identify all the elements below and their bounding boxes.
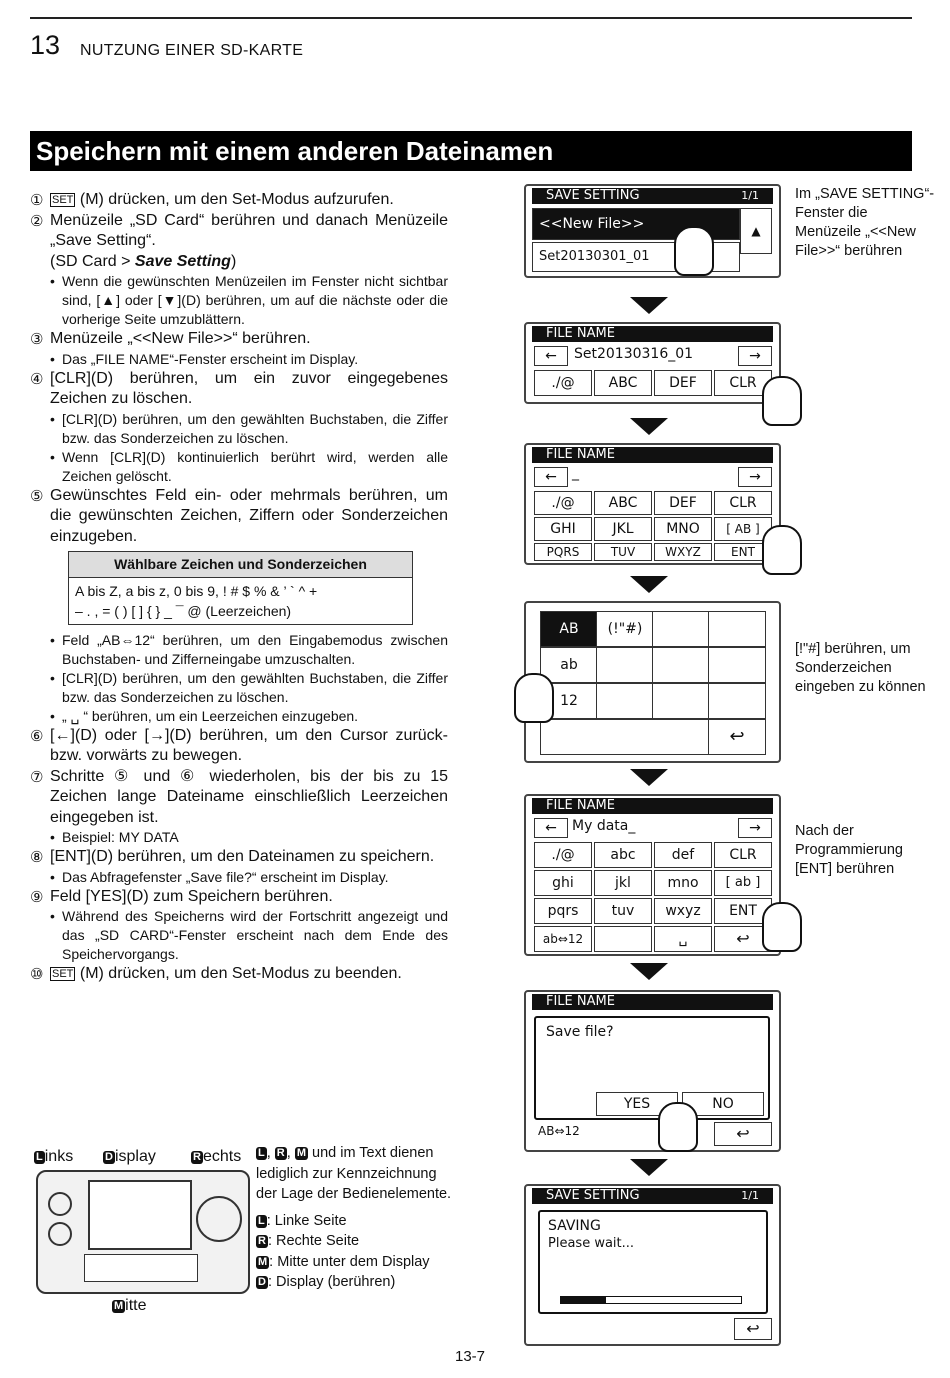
step-3: ③ Menüzeile „<<New File>>“ berühren. xyxy=(30,330,311,348)
step-8: ⑧ [ENT](D) berühren, um den Dateinamen zu speichern. xyxy=(30,848,435,866)
header-rule xyxy=(30,17,912,19)
key[interactable]: ghi xyxy=(534,870,592,896)
empty-cell xyxy=(540,719,710,755)
file-name-cursor: _ xyxy=(572,465,579,481)
back-button[interactable]: ↩ xyxy=(734,1318,772,1340)
character-table-header: Wählbare Zeichen und Sonderzeichen xyxy=(69,552,413,578)
caption-1: Im „SAVE SETTING“-Fenster die Menüzeile „<<New File>>“ berühren xyxy=(795,186,935,259)
note: • Das „FILE NAME“-Fenster erscheint im Display. xyxy=(30,350,448,369)
left-knob xyxy=(48,1192,72,1216)
screen-title-bar: FILE NAME xyxy=(532,798,773,814)
caption-2: [!"#] berühren, um Sonderzeichen eingeben zu können xyxy=(795,641,926,695)
caption-3: Nach der Programmierung [ENT] berühren xyxy=(795,823,903,877)
note: • Beispiel: MY DATA xyxy=(30,828,448,847)
mode-numbers[interactable]: 12 xyxy=(540,683,598,719)
empty-cell xyxy=(596,647,654,683)
key[interactable]: PQRS xyxy=(534,543,592,561)
legend-label-display: D isplay xyxy=(105,1148,156,1165)
cursor-right-button[interactable]: → xyxy=(738,818,772,838)
screen-title-bar: SAVE SETTING 1/1 xyxy=(532,188,773,204)
key[interactable]: ./@ xyxy=(534,842,592,868)
cursor-left-button[interactable]: ← xyxy=(534,346,568,366)
radio-front-panel-illustration xyxy=(36,1170,250,1294)
arrow-down-icon xyxy=(630,1159,668,1176)
key[interactable]: pqrs xyxy=(534,898,592,924)
key[interactable]: TUV xyxy=(594,543,652,561)
cursor-left-button[interactable]: ← xyxy=(534,467,568,487)
empty-cell xyxy=(708,683,766,719)
instruction-list xyxy=(30,190,448,985)
legend-item: D : Display (berühren) xyxy=(258,1274,396,1290)
mode-button[interactable]: [ ab ] xyxy=(714,870,772,896)
key[interactable]: abc xyxy=(594,842,652,868)
character-table-cell: A bis Z, a bis z, 0 bis 9, ! # $ % & ’ ` ^ + – . , = ( ) [ ] { } _ ¯ @ (Leerzeichen) xyxy=(69,577,413,624)
note: • Wenn [CLR](D) kontinuierlich berührt wird, werden alle Zeichen gelöscht. xyxy=(30,448,448,486)
file-name-field[interactable]: My data_ xyxy=(572,818,636,834)
mode-lowercase[interactable]: ab xyxy=(540,647,598,683)
pointing-hand-icon xyxy=(674,226,714,276)
page-number: 13-7 xyxy=(455,1348,486,1365)
key[interactable]: ./@ xyxy=(534,491,592,515)
please-wait-label: Please wait... xyxy=(548,1236,635,1251)
pointing-hand-icon xyxy=(762,376,802,426)
pointing-hand-icon xyxy=(762,525,802,575)
set-key: SET xyxy=(52,194,74,206)
progress-track xyxy=(560,1296,742,1304)
legend-item: M : Mitte unter dem Display xyxy=(258,1253,430,1270)
button-row xyxy=(84,1254,198,1282)
space-button[interactable]: ␣ xyxy=(654,926,712,952)
arrow-down-icon xyxy=(630,576,668,593)
screen-title-bar: FILE NAME xyxy=(532,326,773,342)
character-table xyxy=(68,551,413,625)
pointing-hand-icon xyxy=(762,902,802,952)
screen-title-bar: SAVE SETTING 1/1 xyxy=(532,1188,773,1204)
step-6: ⑥ [←](D) oder [→](D) berühren, um den Cursor zurück- bzw. vorwärts zu bewegen. xyxy=(30,726,448,764)
key[interactable]: tuv xyxy=(594,898,652,924)
key[interactable]: def xyxy=(654,842,712,868)
ent-button[interactable]: ENT xyxy=(714,898,772,924)
legend-label-links: L inks xyxy=(36,1148,74,1165)
legend-label-mitte: M itte xyxy=(114,1297,147,1314)
key[interactable]: DEF xyxy=(654,491,712,515)
section-title: Speichern mit einem anderen Dateinamen xyxy=(36,136,554,166)
display-area xyxy=(88,1180,192,1250)
menu-item-new-file[interactable]: <<New File>> xyxy=(532,208,740,240)
key[interactable]: jkl xyxy=(594,870,652,896)
mode-uppercase[interactable]: AB xyxy=(540,611,598,647)
key-def[interactable]: DEF xyxy=(654,370,712,396)
set-key: SET xyxy=(52,968,74,980)
legend-item: L : Linke Seite xyxy=(258,1212,347,1229)
back-button[interactable]: ↩ xyxy=(714,1122,772,1146)
no-button[interactable]: NO xyxy=(682,1092,764,1116)
step-5: ⑤ Gewünschtes Feld ein- oder mehrmals berühren, um die gewünschten Zeichen, Ziffern oder Sonderzeichen einzugeben. xyxy=(30,486,448,545)
pointing-hand-icon xyxy=(658,1102,698,1152)
menu-item-set-file[interactable]: Set20130301_01 xyxy=(532,242,740,272)
note: • Während des Speicherns wird der Fortschritt angezeigt und das „SD CARD“-Fenster erscheint nach dem Ende des Speichervorgangs. xyxy=(30,907,448,964)
cursor-left-button[interactable]: ← xyxy=(534,818,568,838)
key[interactable]: mno xyxy=(654,870,712,896)
back-button[interactable]: ↩ xyxy=(708,719,766,755)
screen-file-name-3 xyxy=(524,794,781,956)
screen-file-name-2 xyxy=(524,443,781,565)
step-4: ④ [CLR](D) berühren, um ein zuvor eingegebenes Zeichen zu löschen. xyxy=(30,369,448,407)
section-banner xyxy=(30,131,912,171)
mode-symbols[interactable]: (!"#) xyxy=(596,611,654,647)
empty-cell xyxy=(708,611,766,647)
legend-label-rechts: R echts xyxy=(193,1148,242,1165)
pointing-hand-icon xyxy=(514,673,554,723)
arrow-down-icon xyxy=(630,769,668,786)
key[interactable]: ABC xyxy=(594,491,652,515)
scroll-up-button[interactable]: ▲ xyxy=(740,208,772,254)
screen-save-setting xyxy=(524,184,781,278)
screen-file-name-1 xyxy=(524,322,781,404)
arrow-down-icon xyxy=(630,963,668,980)
clr-button[interactable]: CLR xyxy=(714,491,772,515)
step-10: ⑩ SET (M) drücken, um den Set-Modus zu beenden. xyxy=(30,965,402,983)
left-knob xyxy=(48,1222,72,1246)
key[interactable]: JKL xyxy=(594,517,652,541)
empty-cell xyxy=(652,647,710,683)
key[interactable]: wxyz xyxy=(654,898,712,924)
note: • „ ␣ “ berühren, um ein Leerzeichen einzugeben. xyxy=(30,707,448,726)
legend-intro: L , R , M und im Text dienen lediglich zur Kennzeichnung der Lage der Bedienelemente. xyxy=(256,1145,452,1202)
mode-indicator: AB⇔12 xyxy=(538,1124,580,1138)
mode-button[interactable]: [ AB ] xyxy=(714,517,772,541)
step-2: ② Menüzeile „SD Card“ berühren und danach Menüzeile „Save Setting“. (SD Card > Save Setting) xyxy=(30,211,448,273)
back-button[interactable]: ↩ xyxy=(714,926,772,952)
main-dial xyxy=(196,1196,242,1242)
screen-mode-select xyxy=(524,601,781,763)
arrow-down-icon xyxy=(630,418,668,435)
legend-text xyxy=(256,1143,456,1293)
screen-save-confirm xyxy=(524,990,781,1152)
cursor-right-button[interactable]: → xyxy=(738,346,772,366)
note: • [CLR](D) berühren, um den gewählten Buchstaben, die Ziffer bzw. das Sonderzeichen zu löschen. xyxy=(30,669,448,707)
legend-item: R : Rechte Seite xyxy=(258,1233,360,1249)
screen-title-bar: FILE NAME xyxy=(532,994,773,1010)
key[interactable]: WXYZ xyxy=(654,543,712,561)
note: • Das Abfragefenster „Save file?“ erscheint im Display. xyxy=(30,868,448,887)
clr-button[interactable]: CLR xyxy=(714,842,772,868)
note: • [CLR](D) berühren, um den gewählten Buchstaben, die Ziffer bzw. das Sonderzeichen zu löschen. xyxy=(30,410,448,448)
key[interactable]: GHI xyxy=(534,517,592,541)
key-abc[interactable]: ABC xyxy=(594,370,652,396)
step-7: ⑦ Schritte ⑤ und ⑥ wiederholen, bis der bis zu 15 Zeichen lange Dateiname einschließlich Leerzeichen eingegeben ist. xyxy=(30,767,448,826)
key-punct[interactable]: ./@ xyxy=(534,370,592,396)
screen-saving xyxy=(524,1184,781,1346)
clr-button[interactable]: CLR xyxy=(714,370,772,396)
yes-button[interactable]: YES xyxy=(596,1092,678,1116)
confirm-dialog xyxy=(534,1016,770,1120)
empty-cell xyxy=(708,647,766,683)
saving-dialog xyxy=(538,1210,768,1314)
chapter-number: 13 xyxy=(30,30,61,60)
step-1: ① SET (M) drücken, um den Set-Modus aufzurufen. xyxy=(30,191,394,209)
progress-fill xyxy=(561,1297,606,1303)
arrow-down-icon xyxy=(630,297,668,314)
empty-cell xyxy=(652,683,710,719)
empty-cell xyxy=(594,926,652,952)
chapter-title: NUTZUNG EINER SD-KARTE xyxy=(80,42,304,59)
step-9: ⑨ Feld [YES](D) zum Speichern berühren. xyxy=(30,887,333,906)
saving-label: SAVING xyxy=(548,1218,601,1234)
menu-path: (SD Card > Save Setting) xyxy=(50,252,237,270)
empty-cell xyxy=(652,611,710,647)
mode-toggle-button[interactable]: ab⇔12 xyxy=(534,926,592,952)
note: • Wenn die gewünschten Menüzeilen im Fenster nicht sichtbar sind, [▲] oder [▼](D) berühren, um auf die nächste oder die vorherige Seite umzublättern. xyxy=(30,272,448,329)
note: • Feld „AB⇔12“ berühren, um den Eingabemodus zwischen Buchstaben- und Zifferneingabe umzuschalten. xyxy=(30,631,448,669)
cursor-right-button[interactable]: → xyxy=(738,467,772,487)
file-name-field[interactable]: Set20130316_01 xyxy=(574,346,694,362)
dialog-question: Save file? xyxy=(546,1024,614,1040)
key[interactable]: MNO xyxy=(654,517,712,541)
empty-cell xyxy=(596,683,654,719)
ent-button[interactable]: ENT xyxy=(714,543,772,561)
screen-title-bar: FILE NAME xyxy=(532,447,773,463)
